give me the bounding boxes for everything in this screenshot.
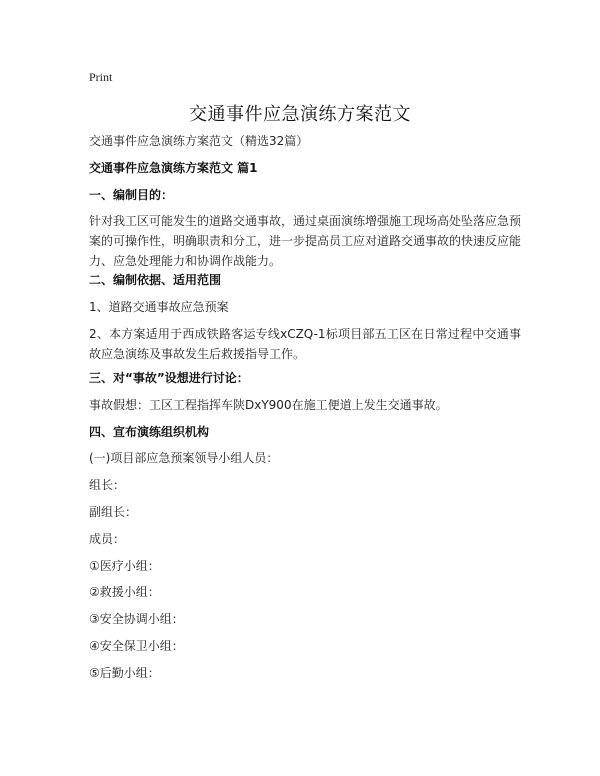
group-medical: ①医疗小组： (89, 559, 160, 573)
group-logistics: ⑤后勤小组： (89, 666, 160, 680)
section-4-subheading: (一)项目部应急预案领导小组人员： (89, 451, 279, 465)
print-label[interactable]: Print (89, 70, 113, 84)
vice-leader-line: 副组长： (89, 505, 138, 519)
group-safety-coordination: ③安全协调小组： (89, 612, 184, 626)
section-3-heading: 三、对“事故”设想进行讨论： (89, 371, 249, 385)
section-2-item-1: 1、道路交通事故应急预案 (89, 300, 229, 314)
section-2-item-2: 2、本方案适用于西成铁路客运专线xCZQ-1标项目部五工区在日常过程中交通事故应急演练及事故发生后救援指导工作。 (89, 327, 521, 361)
section-1-heading: 一、编制目的： (89, 188, 174, 202)
section-4-heading: 四、宣布演练组织机构 (89, 425, 210, 439)
group-rescue: ②救援小组： (89, 585, 160, 599)
section-1-body: 针对我工区可能发生的道路交通事故，通过桌面演练增强施工现场高处坠落应急预案的可操作性，明确职责和分工，进一步提高员工应对道路交通事故的快速反应能力、应急处理能力和协调作战能力。 (89, 214, 522, 268)
section-3-body: 事故假想：工区工程指挥车陕DxY900在施工便道上发生交通事故。 (89, 398, 448, 412)
leader-line: 组长： (89, 478, 126, 492)
group-security: ④安全保卫小组： (89, 639, 184, 653)
section-2-heading: 二、编制依据、适用范围 (89, 273, 222, 287)
page-title: 交通事件应急演练方案范文 (189, 104, 411, 125)
members-line: 成员： (89, 532, 126, 546)
document-subtitle: 交通事件应急演练方案范文（精选32篇） (89, 134, 309, 148)
article-heading: 交通事件应急演练方案范文 篇1 (89, 161, 258, 175)
